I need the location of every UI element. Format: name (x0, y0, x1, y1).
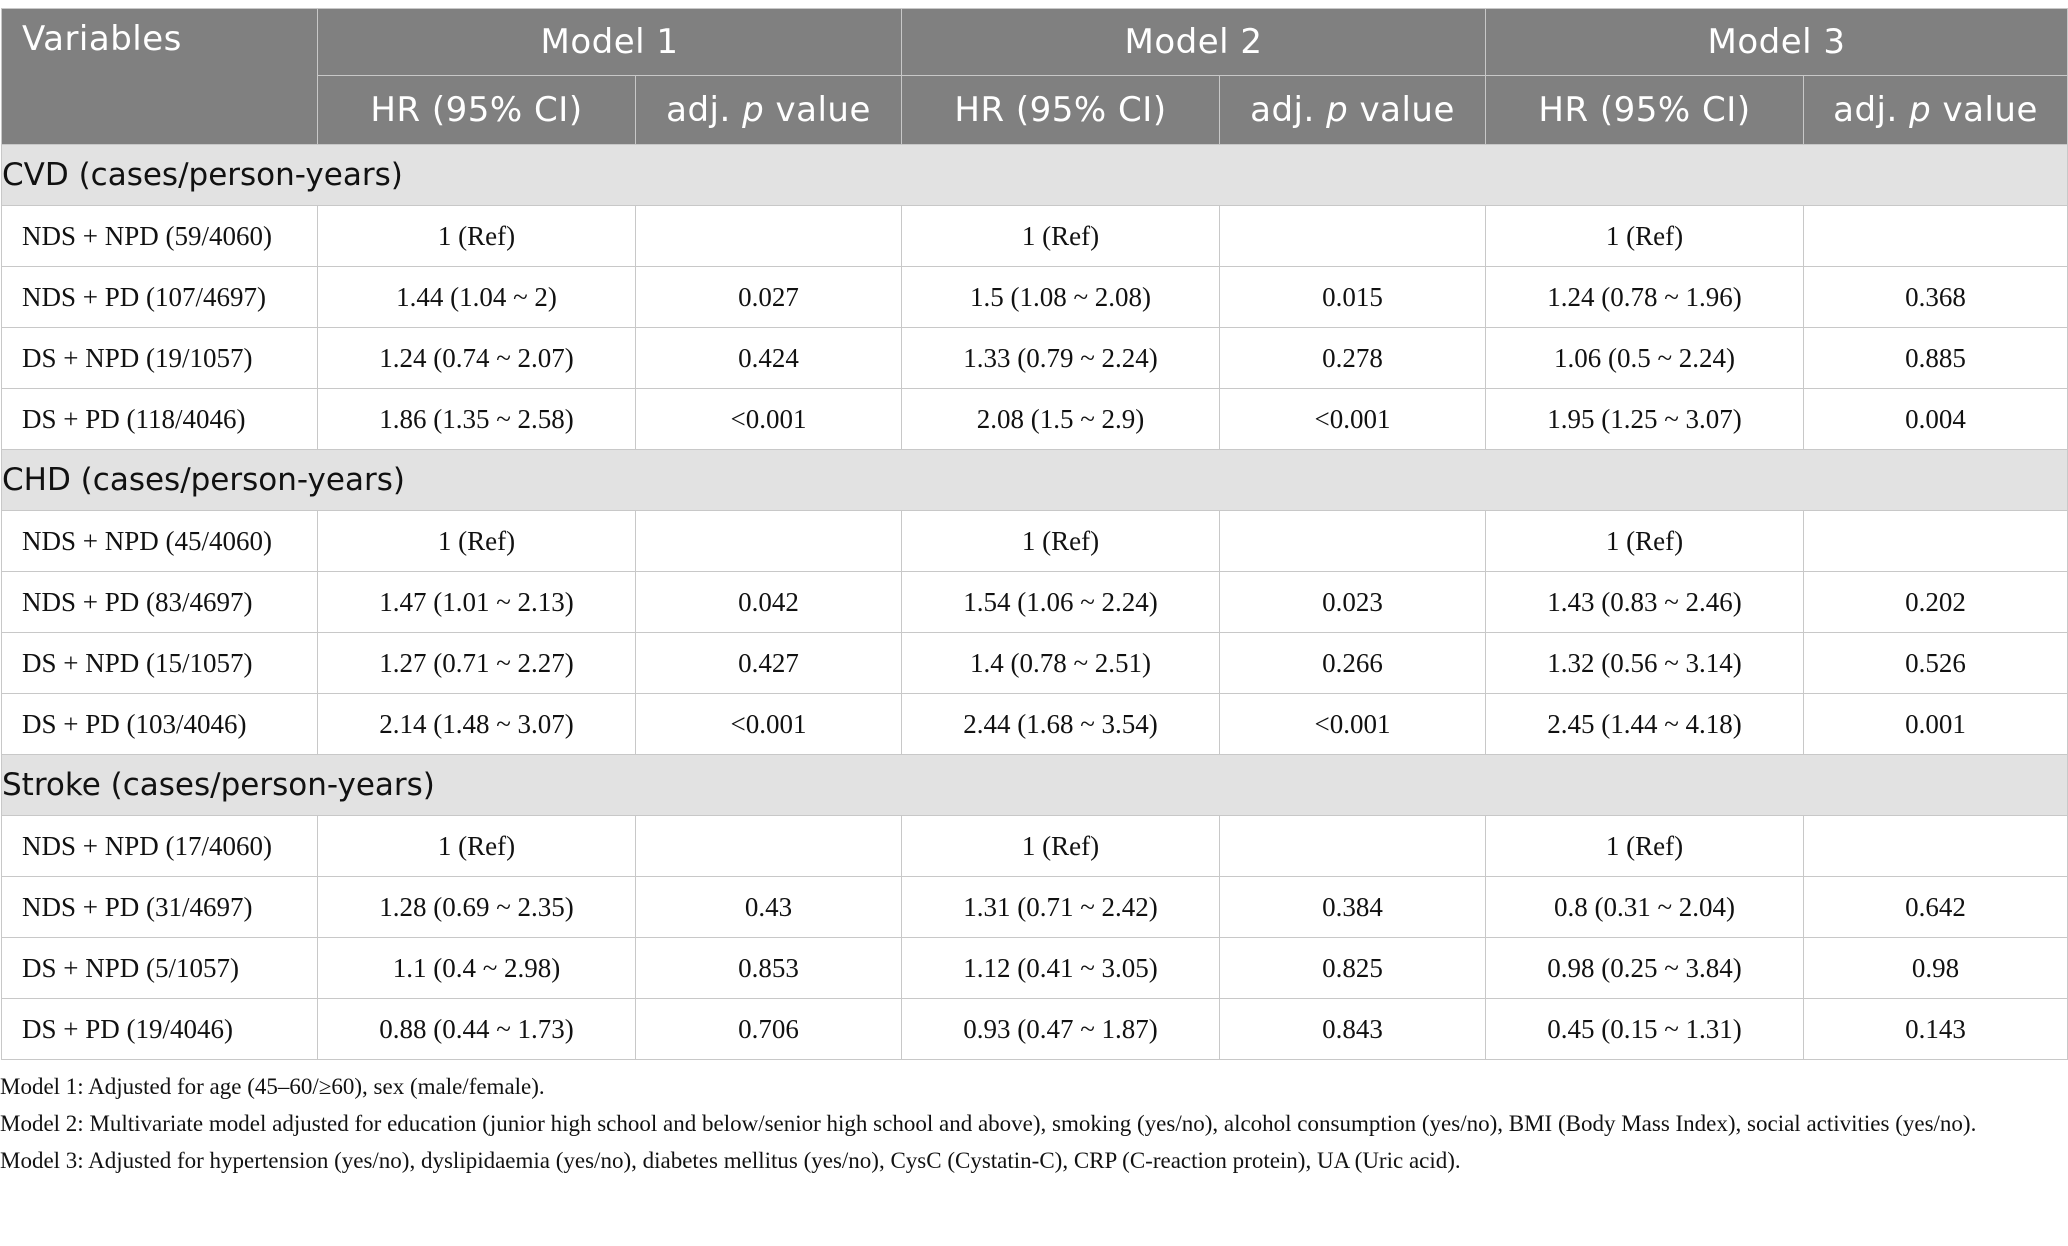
footnote-model-3: Model 3: Adjusted for hypertension (yes/no), dyslipidaemia (yes/no), diabetes mellitus (yes/no), CysC (Cystatin-C), CRP (C-reaction protein), UA (Uric acid). (0, 1148, 1461, 1173)
table-row (2, 511, 2068, 572)
row-label: DS + NPD (19/1057) (2, 328, 318, 389)
table-row (2, 328, 2068, 389)
hr-ci-cell: 2.08 (1.5 ~ 2.9) (902, 389, 1220, 450)
hr-ci-cell: 1.54 (1.06 ~ 2.24) (902, 572, 1220, 633)
adj-p-value-cell: 0.424 (636, 328, 902, 389)
section-title: Stroke (cases/person-years) (2, 755, 2068, 816)
section-title: CHD (cases/person-years) (2, 450, 2068, 511)
hr-ci-cell: 2.44 (1.68 ~ 3.54) (902, 694, 1220, 755)
hr-ci-cell: 1.95 (1.25 ~ 3.07) (1486, 389, 1804, 450)
table-row (2, 694, 2068, 755)
table-row (2, 938, 2068, 999)
adj-p-value-cell: 0.015 (1220, 267, 1486, 328)
header-hr-label: HR (95% CI) (954, 90, 1167, 130)
adj-p-value-cell: 0.278 (1220, 328, 1486, 389)
row-label: NDS + NPD (17/4060) (2, 816, 318, 877)
row-label: DS + PD (103/4046) (2, 694, 318, 755)
header-p-label-part: adj. (666, 90, 743, 130)
adj-p-value-cell (1804, 816, 2068, 877)
hr-ci-cell: 1.28 (0.69 ~ 2.35) (318, 877, 636, 938)
header-variables: Variables (2, 9, 318, 145)
row-label: NDS + NPD (59/4060) (2, 206, 318, 267)
header-p-label-part: adj. (1833, 90, 1910, 130)
adj-p-value-cell: <0.001 (1220, 389, 1486, 450)
adj-p-value-cell: 0.202 (1804, 572, 2068, 633)
hr-ci-cell: 1.12 (0.41 ~ 3.05) (902, 938, 1220, 999)
hr-ci-cell: 1.27 (0.71 ~ 2.27) (318, 633, 636, 694)
header-model-3: Model 3 (1486, 9, 2068, 76)
adj-p-value-cell (636, 511, 902, 572)
hr-ci-cell: 0.93 (0.47 ~ 1.87) (902, 999, 1220, 1060)
row-label: DS + NPD (5/1057) (2, 938, 318, 999)
adj-p-value-cell: 0.825 (1220, 938, 1486, 999)
adj-p-value-cell (1220, 816, 1486, 877)
header-hr-label: HR (95% CI) (1538, 90, 1751, 130)
adj-p-value-cell: 0.004 (1804, 389, 2068, 450)
adj-p-value-cell (1804, 511, 2068, 572)
header-p-label-part: value (1931, 90, 2038, 130)
hr-ci-cell: 1 (Ref) (1486, 816, 1804, 877)
adj-p-value-cell (636, 816, 902, 877)
footnote-model-2: Model 2: Multivariate model adjusted for education (junior high school and below/senior high school and above), smoking (yes/no), alcohol consumption (yes/no), BMI (Body Mass Index), social activities (yes/no). (0, 1111, 1977, 1136)
header-model-1: Model 1 (318, 9, 902, 76)
adj-p-value-cell: 0.642 (1804, 877, 2068, 938)
header-hr-ci (1486, 76, 1804, 145)
hazard-ratio-table (1, 8, 2068, 1060)
header-p-label-part: p (742, 90, 765, 130)
table-footnotes (0, 1068, 2068, 1179)
table-row (2, 206, 2068, 267)
adj-p-value-cell: 0.001 (1804, 694, 2068, 755)
hr-ci-cell: 1 (Ref) (902, 816, 1220, 877)
hr-ci-cell: 1 (Ref) (902, 206, 1220, 267)
table-row (2, 572, 2068, 633)
hr-ci-cell: 1 (Ref) (1486, 511, 1804, 572)
hr-ci-cell: 1.33 (0.79 ~ 2.24) (902, 328, 1220, 389)
header-p-label-part: value (1348, 90, 1455, 130)
table-row (2, 877, 2068, 938)
table-row (2, 267, 2068, 328)
adj-p-value-cell (1220, 511, 1486, 572)
hr-ci-cell: 1 (Ref) (318, 511, 636, 572)
row-label: NDS + NPD (45/4060) (2, 511, 318, 572)
adj-p-value-cell: 0.843 (1220, 999, 1486, 1060)
hr-ci-cell: 2.45 (1.44 ~ 4.18) (1486, 694, 1804, 755)
hr-ci-cell: 0.45 (0.15 ~ 1.31) (1486, 999, 1804, 1060)
header-p-label-part: value (764, 90, 871, 130)
hr-ci-cell: 1 (Ref) (1486, 206, 1804, 267)
hr-ci-cell: 0.98 (0.25 ~ 3.84) (1486, 938, 1804, 999)
adj-p-value-cell: 0.384 (1220, 877, 1486, 938)
section-title: CVD (cases/person-years) (2, 145, 2068, 206)
table-row (2, 816, 2068, 877)
section-header-row (2, 145, 2068, 206)
hr-ci-cell: 0.88 (0.44 ~ 1.73) (318, 999, 636, 1060)
adj-p-value-cell: 0.526 (1804, 633, 2068, 694)
adj-p-value-cell: 0.143 (1804, 999, 2068, 1060)
hr-ci-cell: 1.4 (0.78 ~ 2.51) (902, 633, 1220, 694)
hr-ci-cell: 1.43 (0.83 ~ 2.46) (1486, 572, 1804, 633)
hr-ci-cell: 1.32 (0.56 ~ 3.14) (1486, 633, 1804, 694)
row-label: NDS + PD (31/4697) (2, 877, 318, 938)
header-model-2: Model 2 (902, 9, 1486, 76)
section-header-row (2, 450, 2068, 511)
hr-ci-cell: 1 (Ref) (318, 206, 636, 267)
header-adj-p-value (1220, 76, 1486, 145)
adj-p-value-cell: 0.027 (636, 267, 902, 328)
header-hr-ci (318, 76, 636, 145)
adj-p-value-cell (1220, 206, 1486, 267)
header-row-models (2, 9, 2068, 76)
table-row (2, 389, 2068, 450)
row-label: NDS + PD (107/4697) (2, 267, 318, 328)
table-row (2, 633, 2068, 694)
adj-p-value-cell: 0.427 (636, 633, 902, 694)
hr-ci-cell: 1.86 (1.35 ~ 2.58) (318, 389, 636, 450)
header-hr-label: HR (95% CI) (370, 90, 583, 130)
adj-p-value-cell (636, 206, 902, 267)
adj-p-value-cell: <0.001 (636, 389, 902, 450)
adj-p-value-cell: 0.042 (636, 572, 902, 633)
hr-ci-cell: 1.24 (0.78 ~ 1.96) (1486, 267, 1804, 328)
header-adj-p-value (636, 76, 902, 145)
hr-ci-cell: 1 (Ref) (902, 511, 1220, 572)
section-header-row (2, 755, 2068, 816)
hr-ci-cell: 1.06 (0.5 ~ 2.24) (1486, 328, 1804, 389)
adj-p-value-cell: 0.706 (636, 999, 902, 1060)
row-label: DS + PD (19/4046) (2, 999, 318, 1060)
adj-p-value-cell: 0.853 (636, 938, 902, 999)
row-label: NDS + PD (83/4697) (2, 572, 318, 633)
adj-p-value-cell (1804, 206, 2068, 267)
header-adj-p-value (1804, 76, 2068, 145)
adj-p-value-cell: 0.023 (1220, 572, 1486, 633)
adj-p-value-cell: 0.43 (636, 877, 902, 938)
adj-p-value-cell: <0.001 (636, 694, 902, 755)
hr-ci-cell: 2.14 (1.48 ~ 3.07) (318, 694, 636, 755)
results-table-figure (0, 8, 2068, 1179)
hr-ci-cell: 1.31 (0.71 ~ 2.42) (902, 877, 1220, 938)
hr-ci-cell: 0.8 (0.31 ~ 2.04) (1486, 877, 1804, 938)
row-label: DS + NPD (15/1057) (2, 633, 318, 694)
header-hr-ci (902, 76, 1220, 145)
hr-ci-cell: 1.24 (0.74 ~ 2.07) (318, 328, 636, 389)
header-p-label-part: p (1909, 90, 1932, 130)
footnote-model-1: Model 1: Adjusted for age (45–60/≥60), sex (male/female). (0, 1074, 545, 1099)
adj-p-value-cell: 0.266 (1220, 633, 1486, 694)
adj-p-value-cell: 0.885 (1804, 328, 2068, 389)
hr-ci-cell: 1.44 (1.04 ~ 2) (318, 267, 636, 328)
row-label: DS + PD (118/4046) (2, 389, 318, 450)
hr-ci-cell: 1.47 (1.01 ~ 2.13) (318, 572, 636, 633)
header-p-label-part: p (1326, 90, 1349, 130)
header-p-label-part: adj. (1250, 90, 1327, 130)
adj-p-value-cell: <0.001 (1220, 694, 1486, 755)
table-row (2, 999, 2068, 1060)
hr-ci-cell: 1.5 (1.08 ~ 2.08) (902, 267, 1220, 328)
adj-p-value-cell: 0.98 (1804, 938, 2068, 999)
hr-ci-cell: 1 (Ref) (318, 816, 636, 877)
adj-p-value-cell: 0.368 (1804, 267, 2068, 328)
table-body (2, 145, 2068, 1060)
hr-ci-cell: 1.1 (0.4 ~ 2.98) (318, 938, 636, 999)
